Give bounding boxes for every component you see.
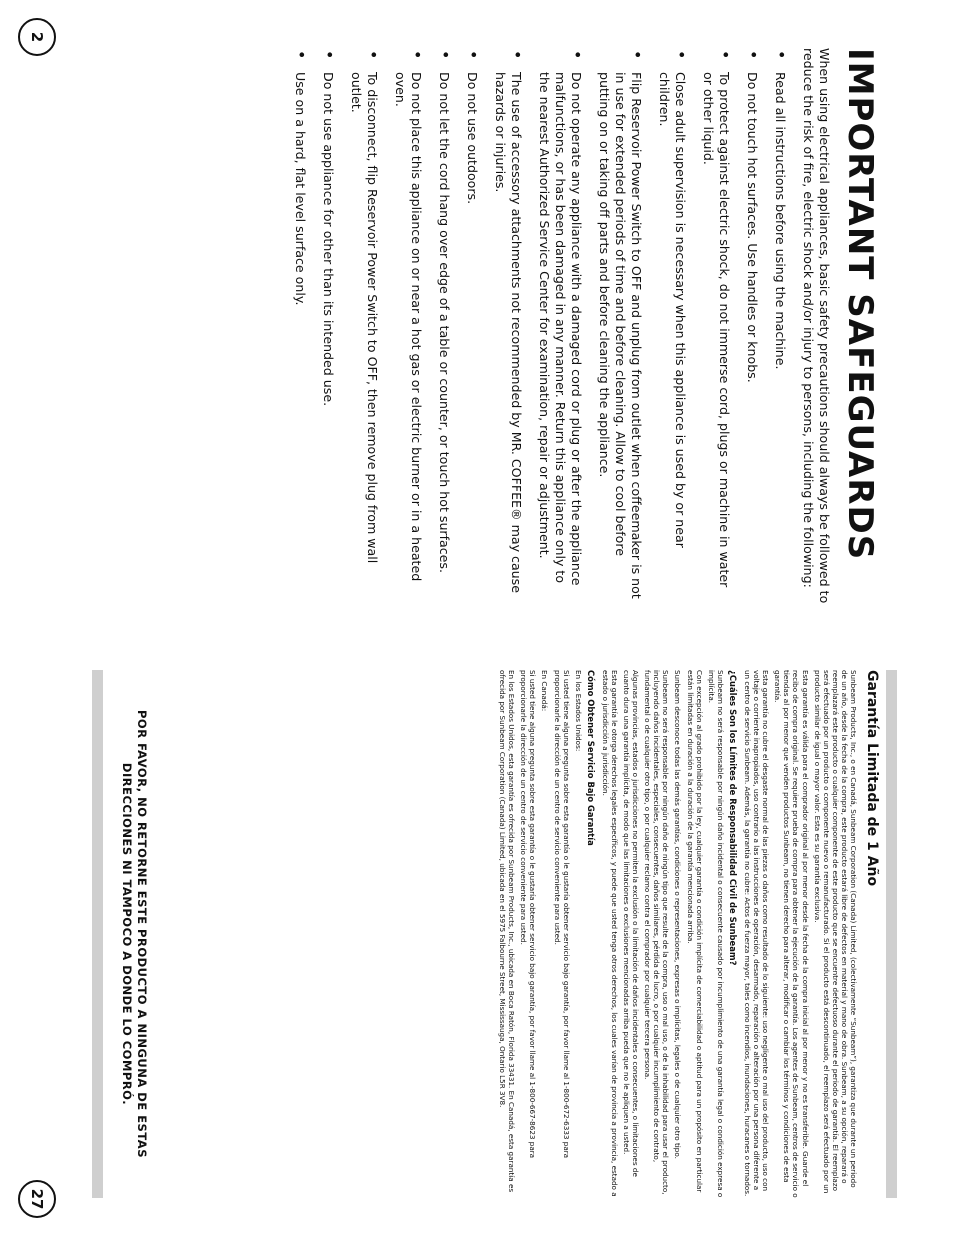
- warranty-title: Garantía Limitada de 1 Año: [864, 670, 880, 887]
- section-heading: Cómo Obtener Servicio Bajo Garantía: [585, 670, 596, 846]
- footer-bar: [92, 670, 103, 1198]
- list-item: • Do not let the cord hang over edge of a table or counter, or touch hot surfaces.: [436, 48, 452, 604]
- warranty-paragraph: Sunbeam desconoce todas las demás garantías, condiciones o representaciones, expresas o implícitas, legales o de cualquier otro tipo.: [673, 670, 683, 1159]
- english-safeguards-page: [80, 48, 880, 604]
- spanish-warranty-page: [77, 670, 897, 1198]
- list-item: • Use on a hard, flat level surface only.: [292, 48, 308, 604]
- warranty-paragraph: Si usted tiene alguna pregunta sobre esta garantía o le gustaría obtener servicio bajo garantía, por favor llame al 1-800-672-6333 para proporcionarle la dirección de un centro de servicio conveniente para usted.: [552, 670, 571, 1159]
- page-number-left: 2: [18, 18, 56, 56]
- warranty-paragraph: Esta garantía no cubre el desgaste normal de las piezas o daños como resultado de lo siguiente: uso negligente o mal uso del producto, uso con voltaje o corriente inapropiados, uso contrario a las instrucciones de operación, desarmado, reparación o alteración por una persona diferente a un centro de servicio Sunbeam. Además, la garantía no cubre: Actos de fuerza mayor, tales como incendios, inundaciones, huracanes o tornados.: [742, 670, 771, 1197]
- page-number-right: 27: [18, 1180, 56, 1218]
- header-bar: [886, 670, 897, 1198]
- warranty-paragraph: Sunbeam Products, Inc., o en Canadá, Sunbeam Corporation (Canada) Limited, (colectivamente “Sunbeam”), garantiza que durante un periodo de un año, desde la fecha de la compra, este producto estará libre de defectos en material y mano de obra. Sunbeam, a su opción, reparará o reemplazará este producto o cualquier componente de este producto que se encuentre defectuoso durante el periodo de garantía. El reemplazo será efectuado por un producto o componente nuevo o remanufacturado. Si el producto está descontinuado, el reemplazo será efectuado por un producto similar de igual o mayor valor. Esta es su garantía exclusiva.: [812, 670, 858, 1194]
- intro-paragraph: When using electrical appliances, basic safety precautions should always be followed to reduce the risk of fire, electric shock and/or injury to persons, including the following:: [801, 48, 832, 604]
- list-item: • Do not use appliance for other than its intended use.: [320, 48, 336, 604]
- list-item: • Do not operate any appliance with a damaged cord or plug or after the appliance malfunctions, or has been damaged in any manner. Return this appliance only to the nearest Authorized Service Center for examination, repair or adjustment.: [536, 48, 584, 604]
- list-item: • To protect against electric shock, do not immerse cord, plugs or machine in water or other liquid.: [700, 48, 732, 604]
- warranty-paragraph: Esta garantía le otorga derechos legales específicos, y puede que usted tenga otros derechos, los cuales varían de provincia a provincia, estado a estado o jurisdicción a jurisdicción.: [600, 670, 619, 1197]
- list-item: • To disconnect, flip Reservoir Power Switch to OFF, then remove plug from wall outlet.: [348, 48, 380, 604]
- list-item: • Do not touch hot surfaces. Use handles or knobs.: [744, 48, 760, 604]
- list-item: • Read all instructions before using the machine.: [772, 48, 788, 604]
- warranty-paragraph: Sunbeam no será responsable por ningún daño incidental o consecuente causado por incumplimiento de una garantía legal o condición expresa o implícita.: [706, 670, 725, 1198]
- warranty-paragraph: En los Estados Unidos:: [573, 670, 583, 752]
- list-item: • Do not use outdoors.: [464, 48, 480, 604]
- safeguards-list: [292, 48, 788, 604]
- list-item: • The use of accessory attachments not recommended by MR. COFFEE® may cause hazards or injuries.: [492, 48, 524, 604]
- warranty-paragraph: En los Estados Unidos, esta garantía es ofrecida por Sunbeam Products, Inc., ubicada en Boca Ratón, Florida 33431. En Canadá, esta garantía es ofrecida por Sunbeam Corporation (Canada) Limited, ubicada en el 5975 Falbourne Street, Mississauga, Ontario L5R 3V8.: [498, 670, 517, 1193]
- list-item: • Do not place this appliance on or near a hot gas or electric burner or in a heated oven.: [392, 48, 424, 604]
- return-notice: POR FAVOR, NO RETORNE ESTE PRODUCTO A NINGUNA DE ESTAS DIRECCIONES NI TAMPOCO A DONDE LO COMPRÓ.: [120, 710, 149, 1158]
- page-title: IMPORTANT SAFEGUARDS: [840, 48, 880, 561]
- warranty-paragraph: Esta garantía es válida para el comprador original al por menor desde la fecha de la compra inicial al por menor y no es transferible. Guarde el recibo de compra original. Se requiere prueba de compra para obtener la ejecución de la garantía. Los agentes de Sunbeam, centros de servicio o tiendas al por menor que venden productos Sunbeam, no tienen derecho para alterar, modificar o cambiar los términos y condiciones de esta garantía.: [773, 670, 810, 1198]
- list-item: • Flip Reservoir Power Switch to OFF and unplug from outlet when coffeemaker is not in use for extended periods of time and before cleaning. Allow to cool before putting on or taking off parts and before cleaning the appliance.: [596, 48, 644, 604]
- section-heading: ¿Cuáles Son los Límites de Responsabilidad Civil de Sunbeam?: [727, 670, 738, 966]
- warranty-paragraph: Algunas provincias, estados o jurisdicciones no permiten la exclusión o la limitación de daños incidentales o consecuentes, o limitaciones de cuanto dura una garantía implícita, de modo que las limitaciones o exclusiones mencionadas arriba pueda que no le apliquen a usted.: [622, 670, 641, 1177]
- warranty-paragraph: En Canadá:: [540, 670, 550, 712]
- warranty-paragraph: Si usted tiene alguna pregunta sobre esta garantía o le gustaría obtener servicio bajo garantía, por favor llame al 1-800-667-8623 para proporcionarle la dirección de un centro de servicio conveniente para usted.: [519, 670, 538, 1159]
- list-item: • Close adult supervision is necessary when this appliance is used by or near children.: [656, 48, 688, 604]
- warranty-paragraph: Con excepción al grado prohibido por la ley, cualquier garantía o condición implícita de comerciabilidad o aptitud para un propósito en particular están limitadas en duración a la duración de la garantía mencionada arriba.: [685, 670, 704, 1193]
- warranty-paragraph: Sunbeam no será responsable por ningún daño de ningún tipo que resulte de la compra, uso o mal uso, o de la inhabilidad para usar el producto, incluyendo daños incidentales, especiales, consecuentes, daños similares, pérdida de lucro, o por cualquier incumplimiento de contrato, fundamental o de cualquier otro tipo, o por cualquier reclamo contra el comprador por cualquier tercera persona.: [643, 670, 671, 1195]
